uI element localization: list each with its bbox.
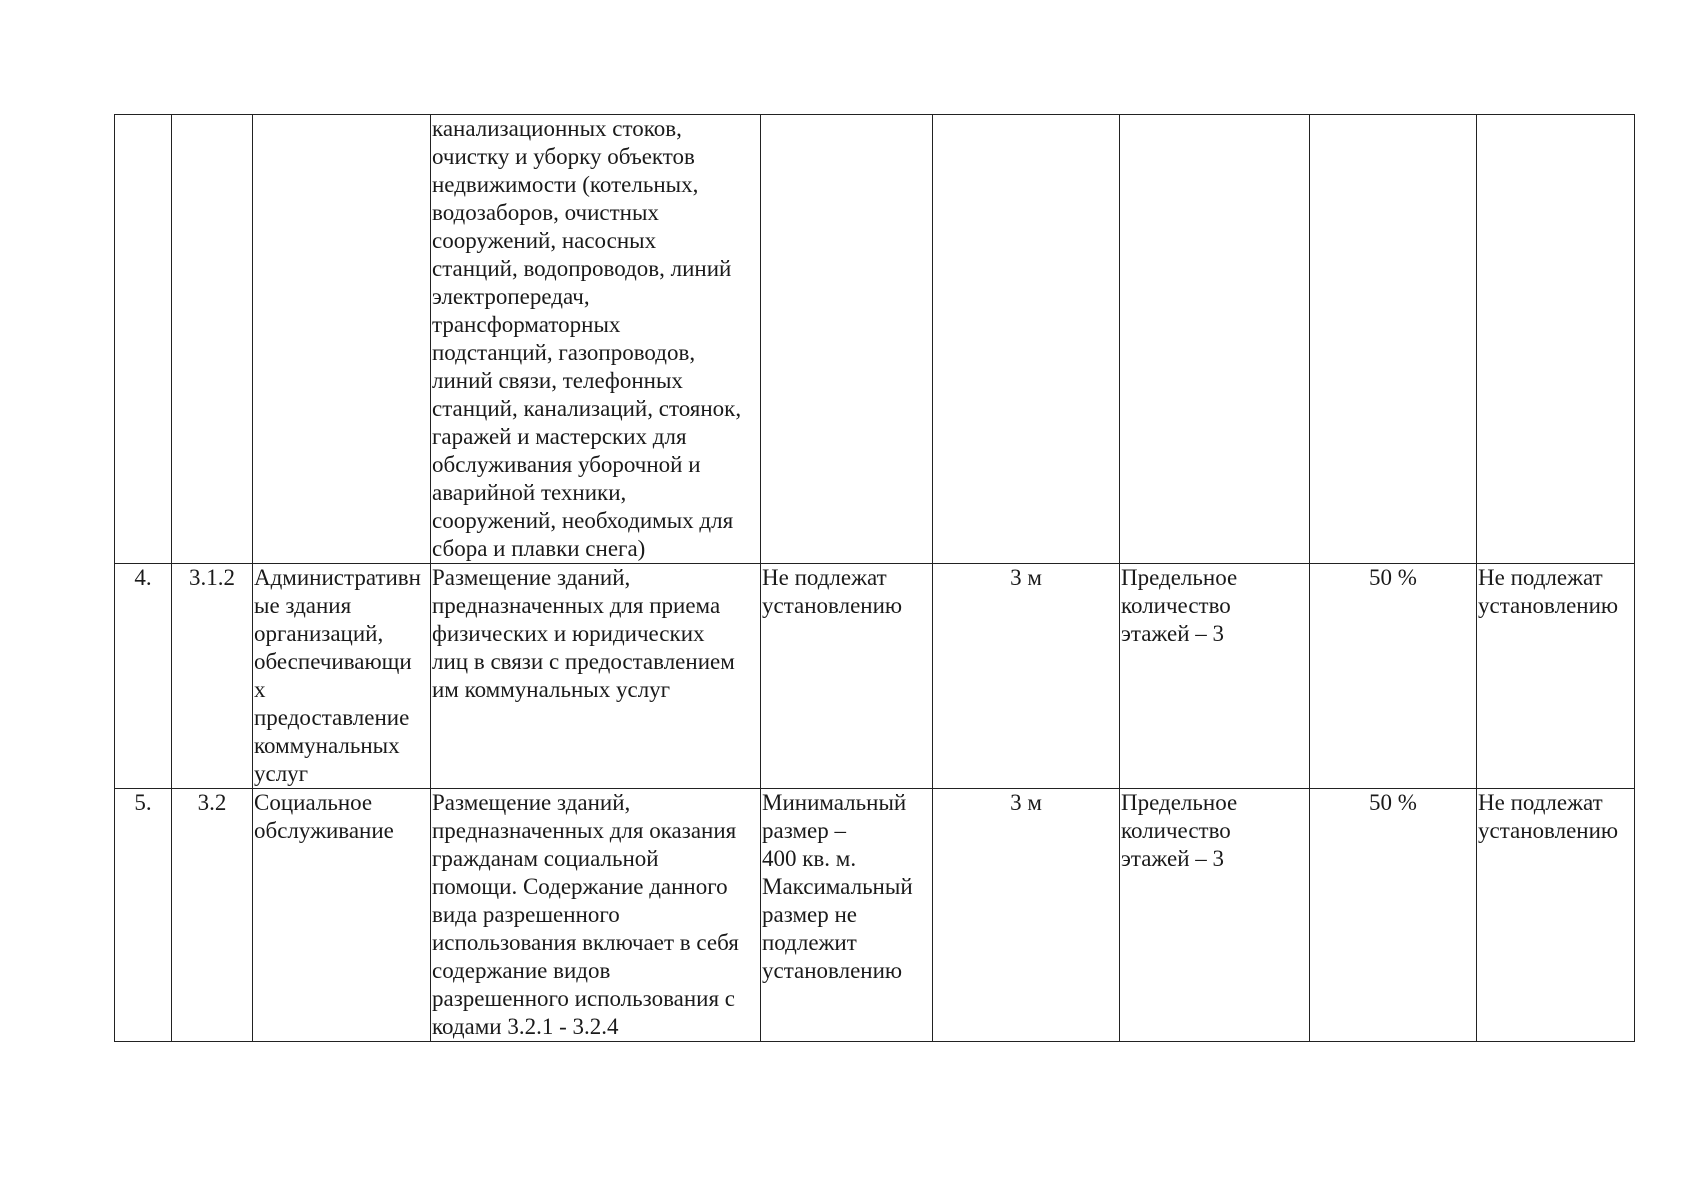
cell-plot-size [761,564,933,789]
cell-other-text: Не подлежат установлению [1478,790,1619,843]
cell-code-text: 3.1.2 [189,565,235,590]
table-row [115,564,1635,789]
cell-setback [933,789,1120,1042]
cell-floors-text: Предельное количество этажей – 3 [1121,790,1238,871]
cell-num-text: 4. [134,565,152,590]
cell-name-text: Административн ые здания организаций, обеспечивающи х предоставление коммунальных услуг [254,565,421,786]
cell-name-text: Социальное обслуживание [254,790,394,843]
cell-floors [1120,789,1310,1042]
cell-setback [933,564,1120,789]
cell-floors-text: Предельное количество этажей – 3 [1121,565,1238,646]
cell-other [1477,789,1635,1042]
cell-code [172,789,253,1042]
cell-floors [1120,564,1310,789]
cell-description-text: Размещение зданий, предназначенных для приема физических и юридических лиц в связи с предоставлением им коммунальных услуг [432,565,735,702]
table-row [115,115,1635,564]
cell-coverage [1310,789,1477,1042]
cell-name [253,564,431,789]
cell-floors [1120,115,1310,564]
cell-num [115,564,172,789]
cell-setback-text: 3 м [1010,565,1042,590]
cell-other-text: Не подлежат установлению [1478,565,1619,618]
cell-num-text: 5. [134,790,152,815]
cell-setback [933,115,1120,564]
cell-setback-text: 3 м [1010,790,1042,815]
cell-name [253,115,431,564]
cell-code-text: 3.2 [197,790,227,815]
cell-description [431,115,761,564]
cell-other [1477,115,1635,564]
cell-plot-size [761,115,933,564]
cell-plot-size-text: Не подлежат установлению [762,565,903,618]
cell-description [431,789,761,1042]
cell-code [172,564,253,789]
cell-coverage [1310,564,1477,789]
cell-description [431,564,761,789]
cell-num [115,789,172,1042]
cell-plot-size-text: Минимальный размер – 400 кв. м. Максимальный размер не подлежит установлению [762,790,913,983]
cell-coverage-text: 50 % [1369,565,1417,590]
cell-description-text: канализационных стоков, очистку и уборку объектов недвижимости (котельных, водозаборов, очистных сооружений, насосных станций, водопроводов, линий электропередач, трансформаторных подстанций, газопроводов, линий связи, телефонных станций, канализаций, стоянок, гаражей и мастерских для обслуживания уборочной и аварийной техники, сооружений, необходимых для сбора и плавки снега) [432,116,742,561]
cell-description-text: Размещение зданий, предназначенных для оказания гражданам социальной помощи. Содержание данного вида разрешенного использования включает в себя содержание видов разрешенного использования с кодами 3.2.1 - 3.2.4 [432,790,739,1039]
cell-other [1477,564,1635,789]
cell-num [115,115,172,564]
cell-name [253,789,431,1042]
cell-plot-size [761,789,933,1042]
cell-coverage-text: 50 % [1369,790,1417,815]
cell-code [172,115,253,564]
cell-coverage [1310,115,1477,564]
zoning-table [114,114,1635,1042]
table-row [115,789,1635,1042]
